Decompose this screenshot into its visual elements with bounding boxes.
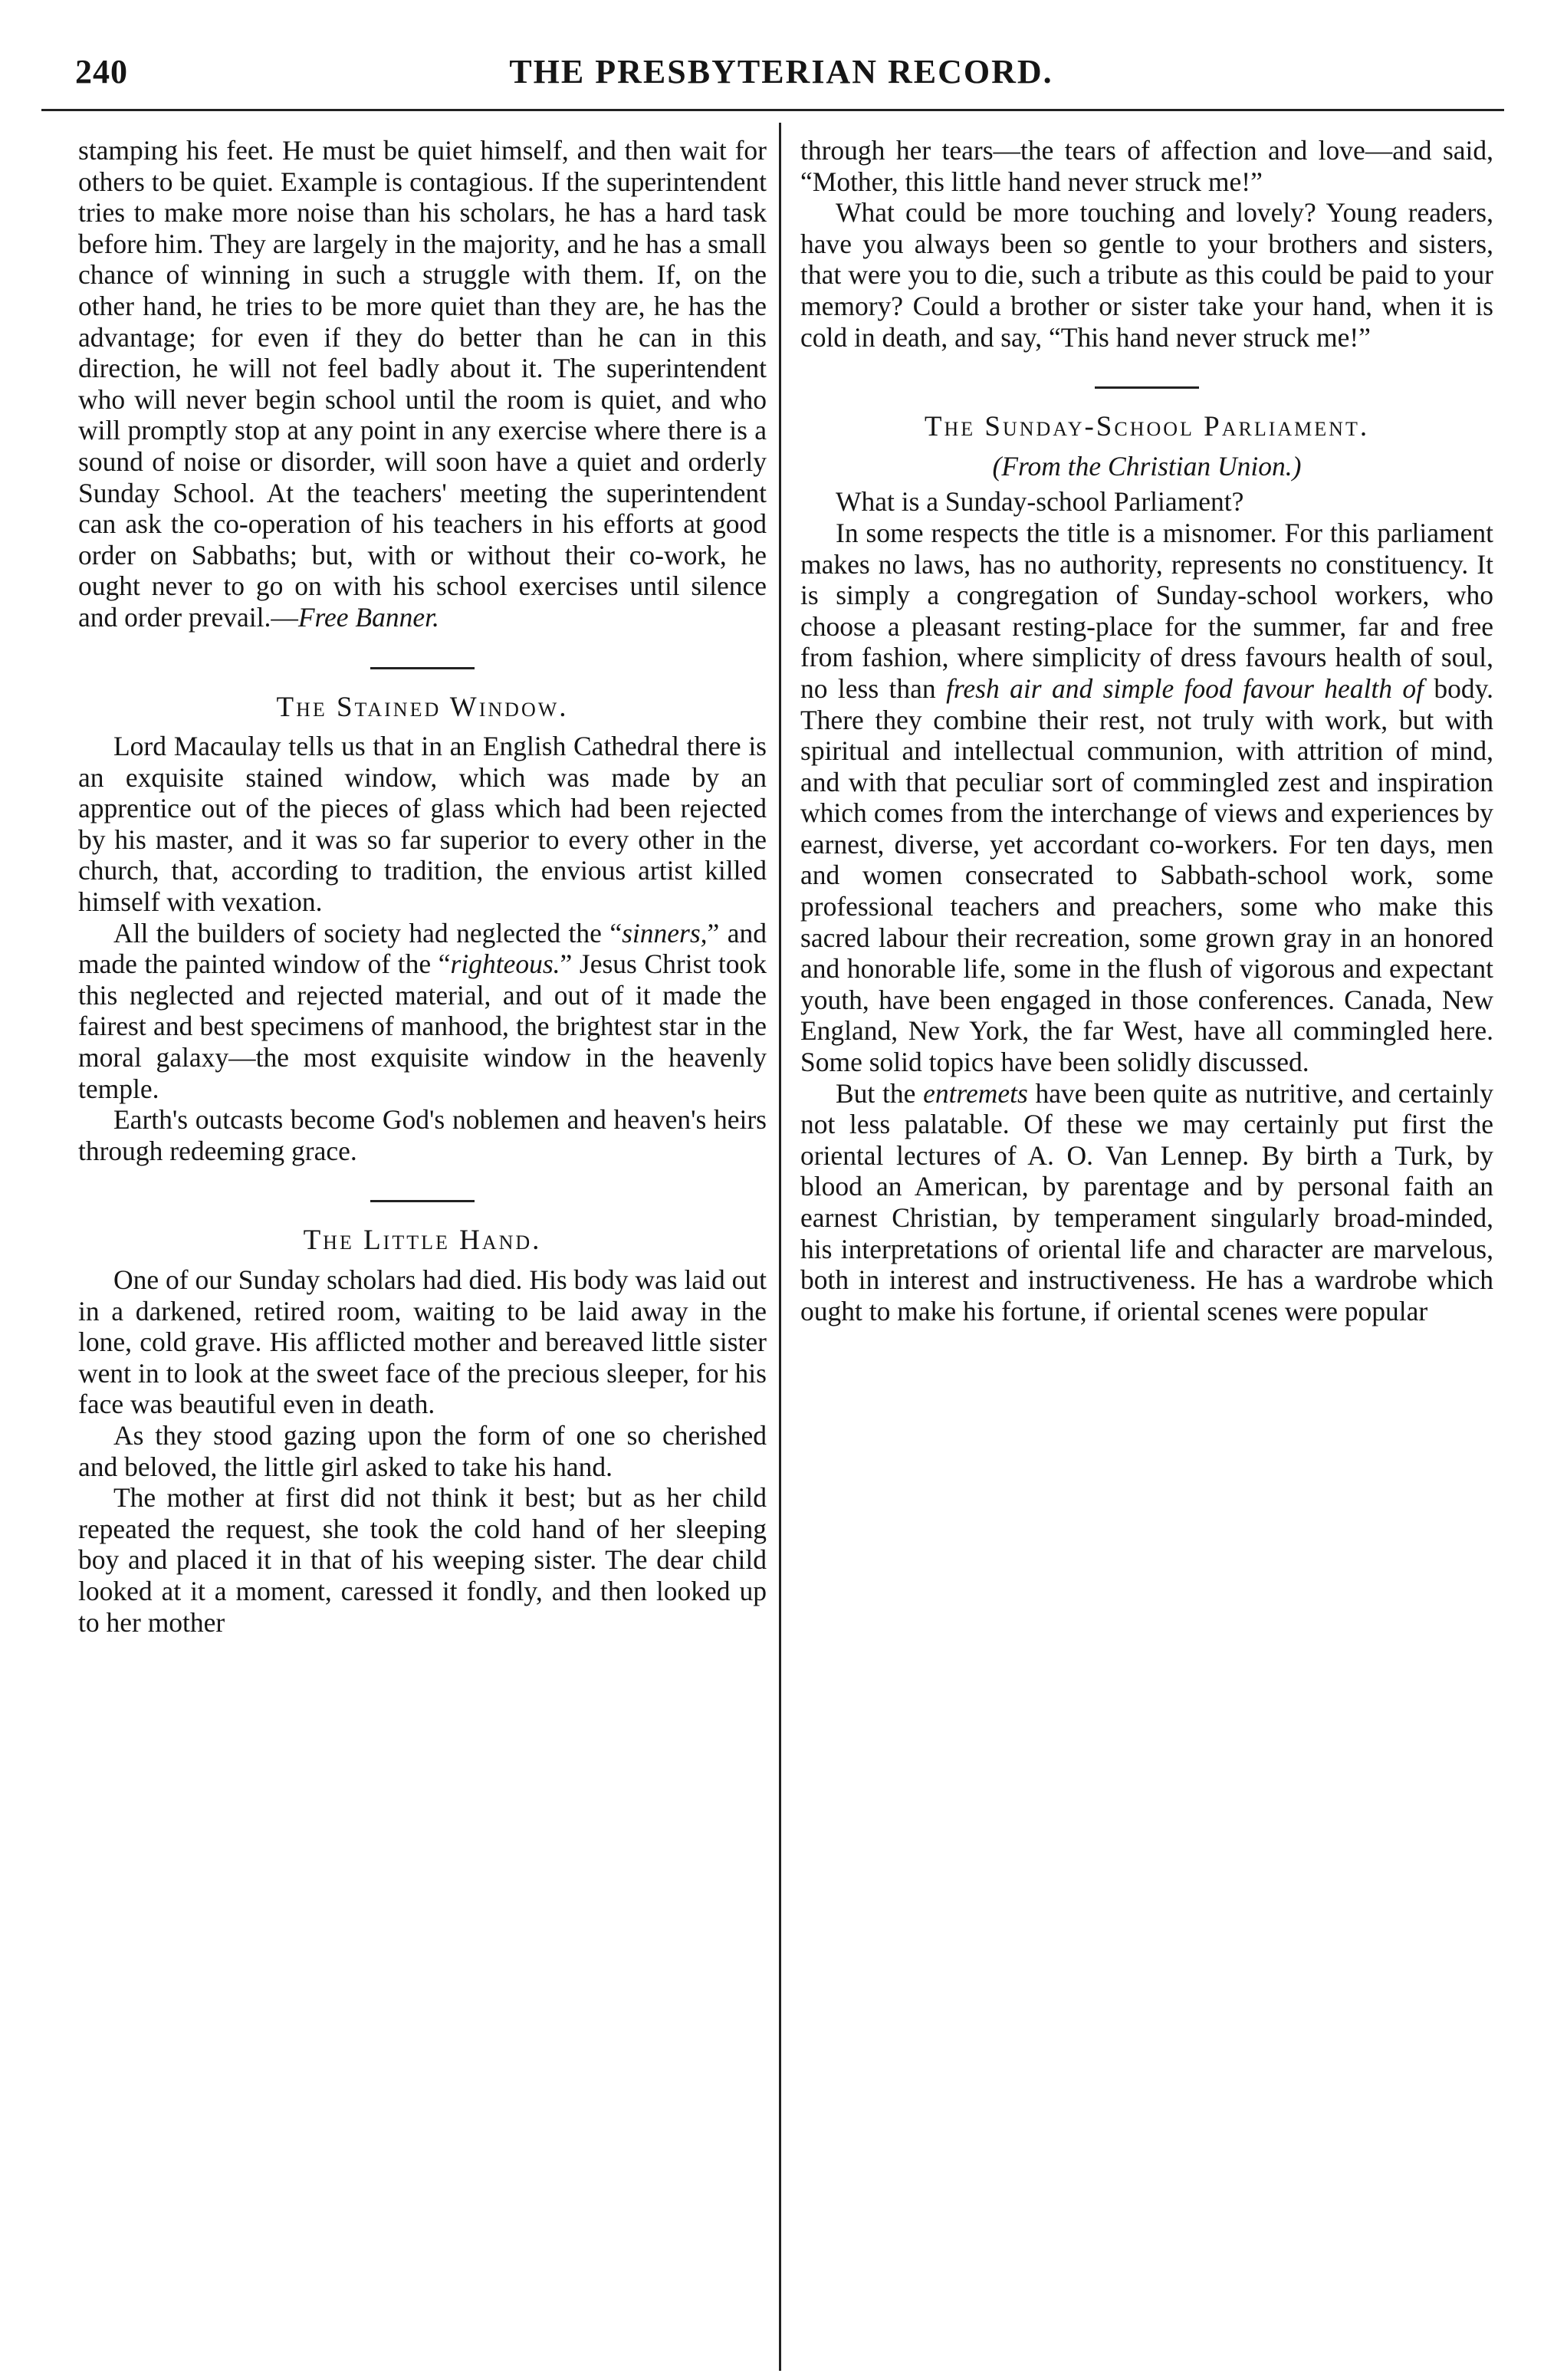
text-run: ” and made the painted window of the “ [78, 917, 767, 980]
emphasis-entremets: entremets [923, 1077, 1028, 1109]
article-source-byline: (From the Christian Union.) [992, 450, 1302, 482]
parliament-paragraph [800, 1078, 1493, 1327]
little-hand-paragraph: One of our Sunday scholars had died. His body was laid out in a darkened, retired room, waiting to be laid away in the lone, cold grave. His afflicted mother and bereaved little sister went in to look at the sweet face of the precious sleeper, for his face was beautiful even in death. [78, 1264, 767, 1420]
little-hand-paragraph: As they stood gazing upon the form of one so cherished and beloved, the little girl asked to take his hand. [78, 1419, 767, 1482]
little-hand-paragraph: The mother at first did not think it best; but as her child repeated the request, she took the cold hand of her sleeping boy and placed it in that of his weeping sister. The dear child looked at it a moment, caressed it fondly, and then looked up to her mother [78, 1482, 767, 1638]
parliament-paragraph: What is a Sunday-school Parliament? [836, 486, 1244, 518]
continued-paragraph [78, 135, 767, 633]
article-title-little-hand: The Little Hand. [303, 1225, 542, 1257]
text-run: ” Jesus Christ took this neglected and rejected material, and out of it made the fairest and best specimens of manhood, the brightest star in the moral galaxy—the most exquisite window in the heavenly temple. [78, 948, 767, 1104]
text-run: All the builders of society had neglected the “ [113, 917, 623, 948]
page-header [58, 48, 1504, 101]
section-rule [1095, 386, 1199, 389]
right-column [800, 135, 1493, 2374]
section-rule [370, 667, 475, 669]
source-signoff: Free Banner. [297, 601, 439, 633]
emphasis-sinners: sinners, [622, 917, 708, 948]
parliament-paragraph [800, 518, 1493, 1078]
text-run: have been quite as nutritive, and certainly not less palatable. Of these we may certainly put first the oriental lectures of A. O. Van Lennep. By birth a Turk, by blood an American, by parentage and by personal faith an earnest Christian, by temperament singularly broad-minded, his interpretations of oriental life and character are marvelous, both in interest and instructiveness. He has a wardrobe which ought to make his fortune, if oriental scenes were popular [800, 1077, 1493, 1326]
article-title-stained-window: The Stained Window. [276, 691, 569, 723]
text-run: In some respects the title is a misnomer. For this parliament makes no laws, has no authority, represents no constituency. It is simply a congregation of Sunday-school workers, who choose a pleasant resting-place for the summer, far and free from fashion, where simplicity of dress favours health of soul, no less than [800, 517, 1493, 704]
page-number: 240 [75, 53, 128, 90]
body-paragraph: What could be more touching and lovely? Young readers, have you always been so gentle to your brothers and sisters, that were you to die, such a tribute as this could be paid to your memory? Could a brother or sister take your hand, when it is cold in death, and say, “This hand never struck me!” [800, 197, 1493, 353]
stained-window-paragraph: Lord Macaulay tells us that in an English Cathedral there is an exquisite stained window, which was made by an apprentice out of the pieces of glass which had been rejected by his master, and it was so far superior to every other in the church, that, according to tradition, the envious artist killed himself with vexation. [78, 731, 767, 918]
left-column [78, 135, 767, 2374]
continued-paragraph: through her tears—the tears of affection and love—and said, “Mother, this little hand never struck me!” [800, 135, 1493, 197]
stained-window-paragraph [78, 918, 767, 1105]
emphasis-righteous: righteous. [450, 948, 560, 980]
stained-window-paragraph: Earth's outcasts become God's noblemen and heaven's heirs through redeeming grace. [78, 1104, 767, 1166]
continued-text: stamping his feet. He must be quiet himself, and then wait for others to be quiet. Example is contagious. If the superintendent tries to make more noise than his scholars, he has a hard task before him. They are largely in the majority, and he has a small chance of winning in such a struggle with them. If, on the other hand, he tries to be more quiet than they are, he has the advantage; for even if they do better than he can in this direction, he will not feel badly about it. The superintendent who will never begin school until the room is quiet, and who will promptly stop at any point in any exercise where there is a sound of noise or disorder, will soon have a quiet and orderly Sunday School. At the teachers' meeting the superintendent can ask the co-operation of his teachers in his efforts at good order on Sabbaths; but, with or without their co-work, he ought never to go on with his school exercises until silence and order prevail.— [78, 135, 767, 633]
header-rule [41, 109, 1504, 111]
text-run: But the [836, 1077, 924, 1109]
running-title: THE PRESBYTERIAN RECORD. [509, 53, 1053, 90]
section-rule [370, 1200, 475, 1202]
text-run: body. There they combine their rest, not truly with work, but with spiritual and intellectual communion, with attrition of mind, and with that peculiar sort of commingled zest and inspiration which comes from the interchange of views and experiences by earnest, diverse, yet accordant co-workers. For ten days, men and women consecrated to Sabbath-school work, some professional teachers and preachers, some who make this sacred labour their recreation, some grown gray in an honored and honorable life, some in the flush of vigorous and expectant youth, have been engaged in those conferences. Canada, New England, New York, the far West, have all commingled here. Some solid topics have been solidly discussed. [800, 672, 1493, 1078]
emphasis-fresh-air: fresh air and simple food favour health of [946, 672, 1424, 704]
article-title-parliament: The Sunday-School Parliament. [924, 411, 1370, 443]
column-divider [779, 123, 781, 2371]
